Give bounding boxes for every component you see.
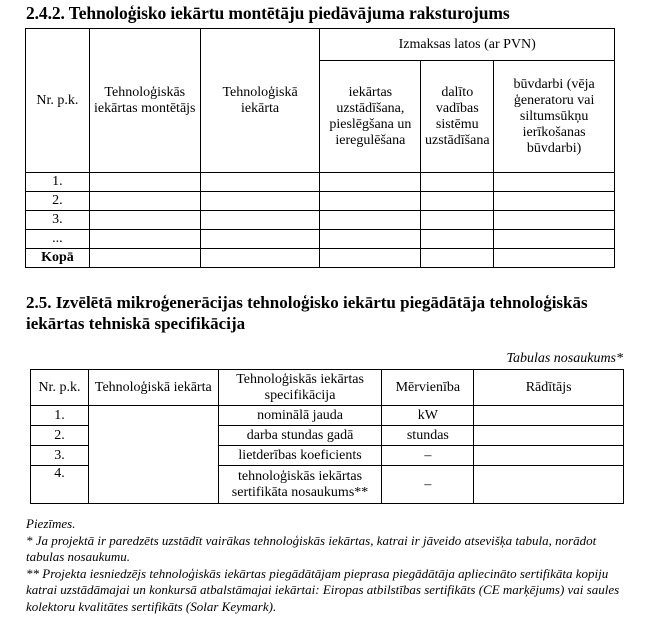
- header-equipment: Tehnoloģiskā iekārta: [200, 29, 320, 173]
- row-number: ...: [26, 230, 90, 249]
- header-specification: Tehnoloģiskās iekārtas specifikācija: [218, 370, 382, 406]
- header-costs: Izmaksas latos (ar PVN): [320, 29, 615, 61]
- table-row: [31, 406, 624, 426]
- header-equipment: Tehnoloģiskā iekārta: [88, 370, 218, 406]
- unit-cell: –: [382, 446, 474, 466]
- row-number: 3.: [31, 446, 89, 466]
- row-number: 3.: [26, 211, 90, 230]
- header-nr: Nr. p.k.: [26, 29, 90, 173]
- header-installer: Tehnoloģiskās iekārtas montētājs: [89, 29, 200, 173]
- section-heading-2-5: 2.5. Izvēlētā mikroģenerācijas tehnoloģisko iekārtu piegādātāja tehnoloģiskās iekārtas tehniskā specifikācija: [26, 293, 588, 333]
- note-2: ** Projekta iesniedzējs tehnoloģiskās iekārtas piegādātājam pieprasa piegādātāja apliecināto sertifikāta kopiju katrai uzstādāmajai un konkursā atbalstāmajai iekārtai: Eiropas atbilstības sertifikāts (CE marķējums) vai saules kolektoru kvalitātes sertifikāts (Solar Keymark).: [26, 565, 620, 614]
- spec-cell: darba stundas gadā: [218, 426, 382, 446]
- notes: [26, 516, 626, 615]
- installer-offer-table: [25, 28, 615, 268]
- table-row: [26, 211, 615, 230]
- spec-cell: lietderības koeficients: [218, 446, 382, 466]
- header-installation: iekārtas uzstādīšana, pieslēgšana un ieregulēšana: [320, 61, 421, 173]
- row-number: 2.: [31, 426, 89, 446]
- value-cell: [474, 446, 624, 466]
- unit-cell: –: [382, 466, 474, 504]
- equipment-cell: [88, 406, 218, 504]
- notes-title: Piezīmes.: [26, 516, 76, 531]
- table-row: [26, 173, 615, 192]
- table-caption: Tabulas nosaukums*: [506, 351, 623, 366]
- value-cell: [474, 426, 624, 446]
- total-label: Kopā: [26, 249, 90, 268]
- row-number: 4.: [31, 466, 89, 504]
- total-row: [26, 249, 615, 268]
- row-number: 1.: [26, 173, 90, 192]
- technical-spec-table: [30, 369, 624, 504]
- spec-cell: tehnoloģiskās iekārtas sertifikāta nosaukums**: [218, 466, 382, 504]
- header-indicator: Rādītājs: [474, 370, 624, 406]
- value-cell: [474, 466, 624, 504]
- spec-cell: nominālā jauda: [218, 406, 382, 426]
- unit-cell: kW: [382, 406, 474, 426]
- header-control-systems: dalīto vadības sistēmu uzstādīšana: [421, 61, 494, 173]
- row-number: 2.: [26, 192, 90, 211]
- header-construction: būvdarbi (vēja ģeneratoru vai siltumsūkņu ierīkošanas būvdarbi): [494, 61, 615, 173]
- table-row: [26, 230, 615, 249]
- header-unit: Mērvienība: [382, 370, 474, 406]
- row-number: 1.: [31, 406, 89, 426]
- unit-cell: stundas: [382, 426, 474, 446]
- table-row: [26, 192, 615, 211]
- section-heading-2-4-2: 2.4.2. Tehnoloģisko iekārtu montētāju piedāvājuma raksturojums: [26, 3, 510, 23]
- value-cell: [474, 406, 624, 426]
- note-1: * Ja projektā ir paredzēts uzstādīt vairākas tehnoloģiskās iekārtas, katrai ir jāveido atsevišķa tabula, norādot tabulas nosaukumu.: [26, 532, 597, 564]
- header-nr: Nr. p.k.: [31, 370, 89, 406]
